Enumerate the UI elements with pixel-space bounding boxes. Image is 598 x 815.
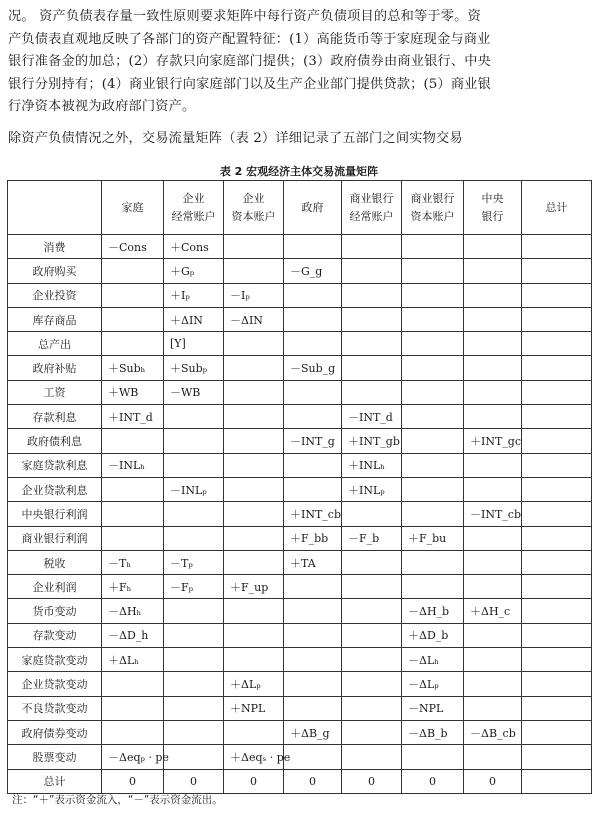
table-cell [522,235,592,259]
transaction-flow-matrix [7,180,592,794]
row-label: 存款变动 [8,623,102,647]
table-cell [224,720,284,744]
table-cell [102,283,164,307]
table-cell [464,672,522,696]
table-cell [284,283,342,307]
table-cell [464,623,522,647]
table-cell [224,550,284,574]
paragraph-line: 产负债表直观地反映了各部门的资产配置特征：(1）高能货币等于家庭现金与商业 [8,31,491,47]
table-cell [464,307,522,331]
paragraph-line: 银行准备金的加总；(2）存款只向家庭部门提供；(3）政府债券由商业银行、中央 [8,54,492,69]
table-cell [522,745,592,769]
table-cell [522,526,592,550]
row-label: 政府补贴 [8,356,102,380]
table-cell: －Fₚ [164,575,224,599]
column-header: 政府 [284,181,342,235]
table-cell [464,696,522,720]
table-cell [284,380,342,404]
table-cell [224,332,284,356]
table-cell: ＋INT_gb [342,429,402,453]
table-cell: ＋NPL [224,696,284,720]
table-cell [522,672,592,696]
table-cell: ＋INT_d [102,405,164,429]
table-cell: －ΔH_b [402,599,464,623]
row-label: 总产出 [8,332,102,356]
column-header: 家庭 [102,181,164,235]
table-cell [522,623,592,647]
table-row [8,623,592,647]
table-cell: ＋F_bu [402,526,464,550]
table-cell: 0 [342,769,402,793]
table-cell: －Tₚ [164,550,224,574]
table-cell [402,235,464,259]
table-cell: ＋INLₚ [342,477,402,501]
table-cell [464,283,522,307]
table-cell: －ΔB_cb [464,720,522,744]
table-cell [224,526,284,550]
table-cell [402,502,464,526]
table-cell [224,380,284,404]
table-cell [284,745,342,769]
table-cell [342,745,402,769]
table-cell: －Cons [102,235,164,259]
table-row [8,745,592,769]
table-cell [102,720,164,744]
table-cell [522,696,592,720]
table-row [8,380,592,404]
table-cell [164,526,224,550]
table-cell [342,332,402,356]
table-row [8,648,592,672]
table-note: 注：“＋”表示资金流入，“－”表示资金流出。 [12,794,223,806]
column-header: 商业银行 资本账户 [402,181,464,235]
table-cell: －NPL [402,696,464,720]
table-cell: ＋Gₚ [164,259,224,283]
table-cell [164,696,224,720]
table-cell [284,696,342,720]
table-cell [164,623,224,647]
table-cell [522,380,592,404]
table-cell: ＋WB [102,380,164,404]
table-cell [342,259,402,283]
row-label: 企业利润 [8,575,102,599]
column-header: 企业 经常账户 [164,181,224,235]
table-cell [224,502,284,526]
table-cell [522,307,592,331]
table-cell: [Y] [164,332,224,356]
table-cell [224,623,284,647]
table-cell: ＋ΔLₚ [224,672,284,696]
paragraph-line: 行净资本被视为政府部门资产。 [8,99,196,114]
table-cell: ＋F_bb [284,526,342,550]
table-cell [522,283,592,307]
column-header: 商业银行 经常账户 [342,181,402,235]
table-cell [284,623,342,647]
table-cell: ＋Subₚ [164,356,224,380]
table-cell [284,672,342,696]
table-cell: ＋Fₕ [102,575,164,599]
table-cell: －Tₕ [102,550,164,574]
table-cell [522,477,592,501]
table-cell [522,429,592,453]
table-cell [284,599,342,623]
paragraph-line: 银行分别持有；(4）商业银行向家庭部门以及生产企业部门提供贷款；(5）商业银 [8,76,492,92]
row-label: 税收 [8,550,102,574]
table-cell: ＋Cons [164,235,224,259]
table-cell [522,332,592,356]
table-cell [464,648,522,672]
table-cell [522,599,592,623]
table-row [8,599,592,623]
table-cell [402,477,464,501]
table-cell [224,429,284,453]
table-cell [342,502,402,526]
row-label: 政府债券变动 [8,720,102,744]
table-row [8,356,592,380]
table-cell: －ΔB_b [402,720,464,744]
table-cell [402,405,464,429]
table-cell: ＋F_up [224,575,284,599]
table-row [8,283,592,307]
table-cell [164,502,224,526]
table-cell [402,429,464,453]
table-cell: －ΔLₚ [402,672,464,696]
table-cell [522,405,592,429]
header-corner [8,181,102,235]
table-cell: ＋ΔH_c [464,599,522,623]
table-row [8,235,592,259]
table-cell [402,332,464,356]
table-cell [164,672,224,696]
table-row [8,453,592,477]
table-cell: －ΔHₕ [102,599,164,623]
table-cell [402,550,464,574]
table-cell: ＋INT_gc [464,429,522,453]
table-cell: ＋ΔIN [164,307,224,331]
table-cell: －INT_cb [464,502,522,526]
row-label: 家庭贷款变动 [8,648,102,672]
table-cell: 0 [284,769,342,793]
table-cell: 0 [102,769,164,793]
table-cell [464,526,522,550]
table-cell: 0 [224,769,284,793]
table-cell [164,599,224,623]
table-cell [464,477,522,501]
table-caption: 表 2 宏观经济主体交易流量矩阵 [219,165,379,178]
table-cell [224,405,284,429]
table-cell [284,477,342,501]
table-cell [102,307,164,331]
table-cell [464,550,522,574]
body-paragraph-2: 除资产负债情况之外，交易流量矩阵（表 2）详细记录了五部门之间实物交易 [8,131,463,146]
table-cell [102,696,164,720]
table-cell [402,307,464,331]
row-label: 商业银行利润 [8,526,102,550]
body-paragraph-1 [8,6,590,119]
table-cell [224,453,284,477]
table-cell [402,283,464,307]
table-cell [164,453,224,477]
table-cell [464,235,522,259]
row-label: 企业贷款利息 [8,477,102,501]
table-cell [164,405,224,429]
table-cell [164,720,224,744]
row-label: 货币变动 [8,599,102,623]
row-label: 企业贷款变动 [8,672,102,696]
table-cell [522,720,592,744]
table-cell [522,453,592,477]
row-label: 存款利息 [8,405,102,429]
table-cell [224,259,284,283]
row-label: 总计 [8,769,102,793]
table-cell [342,720,402,744]
table-cell [284,648,342,672]
row-label: 工资 [8,380,102,404]
table-row [8,259,592,283]
table-cell: ＋INT_cb [284,502,342,526]
table-cell [342,380,402,404]
table-cell [522,550,592,574]
row-label: 股票变动 [8,745,102,769]
table-row [8,575,592,599]
table-cell: 0 [464,769,522,793]
table-row [8,672,592,696]
table-cell [284,332,342,356]
table-cell [464,356,522,380]
table-cell [284,453,342,477]
table-cell: －Δeqₚ · pe [102,745,164,769]
table-cell: ＋Subₕ [102,356,164,380]
table-row [8,477,592,501]
table-row [8,502,592,526]
table-cell: ＋ΔD_b [402,623,464,647]
table-cell: －ΔIN [224,307,284,331]
table-cell [464,575,522,599]
row-label: 政府债利息 [8,429,102,453]
table-row [8,720,592,744]
table-row [8,769,592,793]
table-header-row [8,181,592,235]
table-cell: －F_b [342,526,402,550]
table-cell [464,745,522,769]
table-cell [102,502,164,526]
table-cell [224,356,284,380]
table-cell: －INT_g [284,429,342,453]
table-cell [402,356,464,380]
table-cell [102,477,164,501]
table-cell [522,502,592,526]
table-cell [342,575,402,599]
table-cell [342,648,402,672]
table-cell [522,575,592,599]
table-cell [164,429,224,453]
table-cell [224,477,284,501]
row-label: 政府购买 [8,259,102,283]
table-cell: ＋ΔB_g [284,720,342,744]
table-row [8,307,592,331]
table-cell: ＋TA [284,550,342,574]
table-row [8,526,592,550]
table-cell [402,259,464,283]
table-cell [284,307,342,331]
table-cell [342,235,402,259]
table-cell [342,623,402,647]
table-cell [464,380,522,404]
table-cell [464,405,522,429]
table-cell [464,453,522,477]
table-cell: －Sub_g [284,356,342,380]
table-cell [342,550,402,574]
table-cell [102,259,164,283]
table-cell: －WB [164,380,224,404]
table-cell [464,332,522,356]
table-cell [342,307,402,331]
table-cell [284,235,342,259]
row-label: 消费 [8,235,102,259]
table-cell [402,380,464,404]
table-cell: ＋INLₕ [342,453,402,477]
table-cell [342,696,402,720]
paragraph-line: 况。 资产负债表存量一致性原则要求矩阵中每行资产负债项目的总和等于零。资 [8,9,481,24]
table-cell [402,745,464,769]
table-cell: －ΔLₕ [402,648,464,672]
row-label: 企业投资 [8,283,102,307]
table-cell [102,526,164,550]
column-header: 总计 [522,181,592,235]
table-cell [284,575,342,599]
table-cell [342,672,402,696]
table-cell [164,648,224,672]
table-cell [464,259,522,283]
row-label: 中央银行利润 [8,502,102,526]
table-cell [224,235,284,259]
table-cell: －G_g [284,259,342,283]
table-cell [342,599,402,623]
table-cell: ＋Iₚ [164,283,224,307]
table-cell: －Iₚ [224,283,284,307]
table-cell [342,283,402,307]
table-row [8,405,592,429]
column-header: 企业 资本账户 [224,181,284,235]
table-cell [342,356,402,380]
table-cell [284,405,342,429]
table-cell [224,648,284,672]
table-cell [522,356,592,380]
table-row [8,550,592,574]
row-label: 家庭贷款利息 [8,453,102,477]
table-cell [522,259,592,283]
table-cell: －INT_d [342,405,402,429]
table-cell [102,429,164,453]
table-cell: ＋ΔLₕ [102,648,164,672]
table-cell: 0 [402,769,464,793]
table-row [8,696,592,720]
column-header: 中央 银行 [464,181,522,235]
table-cell [102,332,164,356]
table-cell [522,648,592,672]
table-cell [164,745,224,769]
table-cell: －INLₚ [164,477,224,501]
table-cell [402,453,464,477]
table-cell [102,672,164,696]
table-cell [224,599,284,623]
row-label: 库存商品 [8,307,102,331]
table-cell: －ΔD_h [102,623,164,647]
table-cell: 0 [164,769,224,793]
table-row [8,332,592,356]
table-row [8,429,592,453]
table-cell [402,575,464,599]
table-cell [522,769,592,793]
table-cell: －INLₕ [102,453,164,477]
table-cell: ＋Δeqₛ · pe [224,745,284,769]
row-label: 不良贷款变动 [8,696,102,720]
